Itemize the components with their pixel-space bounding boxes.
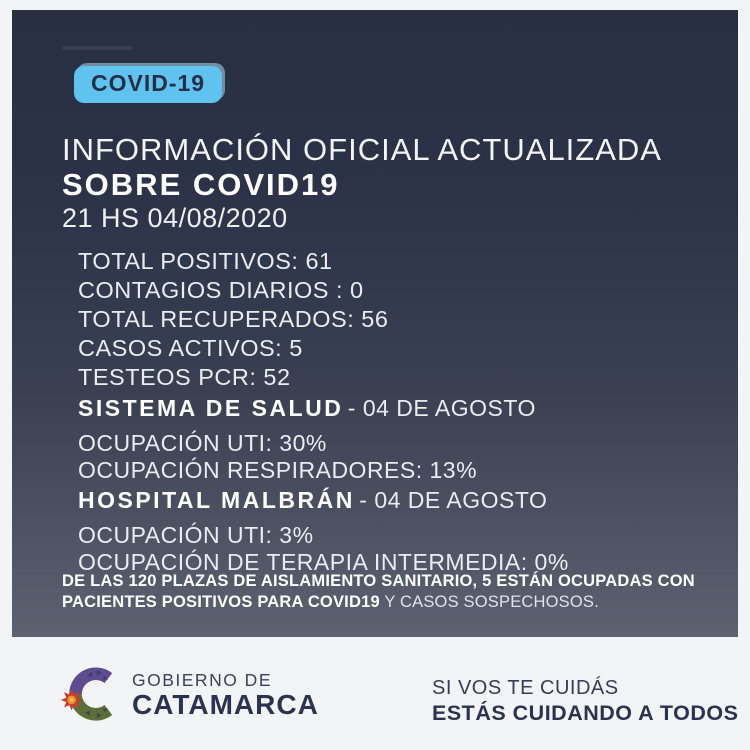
- section-sistema-de-salud: [78, 393, 536, 484]
- report-datetime: 21 HS 04/08/2020: [62, 203, 288, 233]
- title-line-2: SOBRE COVID19: [62, 167, 340, 202]
- mosaic-c-icon: [60, 663, 122, 727]
- stat-total-recuperados: TOTAL RECUPERADOS: 56: [78, 306, 389, 332]
- section-date: - 04 DE AGOSTO: [347, 395, 536, 421]
- stat-casos-activos: CASOS ACTIVOS: 5: [78, 335, 303, 361]
- title-line-1: INFORMACIÓN OFICIAL ACTUALIZADA: [62, 132, 662, 167]
- section-title: HOSPITAL MALBRÁN: [78, 487, 355, 513]
- isolation-note: [62, 571, 696, 612]
- brand-gobierno-de: GOBIERNO DE: [132, 670, 272, 690]
- section-date: - 04 DE AGOSTO: [359, 487, 548, 513]
- brand-catamarca: CATAMARCA: [132, 689, 319, 720]
- slogan: [432, 677, 738, 725]
- catamarca-logo: [60, 663, 319, 727]
- occupancy-respiradores: OCUPACIÓN RESPIRADORES: 13%: [78, 457, 478, 483]
- stat-testeos-pcr: TESTEOS PCR: 52: [78, 364, 291, 390]
- occupancy-uti: OCUPACIÓN UTI: 30%: [78, 430, 327, 456]
- footer: [0, 637, 750, 750]
- occupancy-terapia-intermedia: OCUPACIÓN DE TERAPIA INTERMEDIA: 0%: [78, 549, 569, 575]
- note-bold-text: DE LAS 120 PLAZAS DE AISLAMIENTO SANITARIO, 5 ESTÁN OCUPADAS CON PACIENTES POSITIVOS PARA COVID19: [62, 572, 695, 611]
- slogan-line-1: SI VOS TE CUIDÁS: [432, 677, 619, 699]
- info-card: [12, 10, 738, 637]
- stats-list: [78, 247, 388, 392]
- section-hospital-malbran: [78, 485, 569, 576]
- covid19-badge: COVID-19: [74, 66, 222, 103]
- section-header: [78, 485, 569, 519]
- section-header: [78, 393, 536, 427]
- decorative-line: [62, 46, 132, 50]
- brand-text: [132, 670, 319, 720]
- stat-total-positivos: TOTAL POSITIVOS: 61: [78, 248, 333, 274]
- stat-contagios-diarios: CONTAGIOS DIARIOS : 0: [78, 277, 364, 303]
- note-regular-text: Y CASOS SOSPECHOSOS.: [379, 592, 599, 611]
- section-title: SISTEMA DE SALUD: [78, 395, 344, 421]
- slogan-line-2: ESTÁS CUIDANDO A TODOS: [432, 701, 739, 725]
- occupancy-uti: OCUPACIÓN UTI: 3%: [78, 522, 314, 548]
